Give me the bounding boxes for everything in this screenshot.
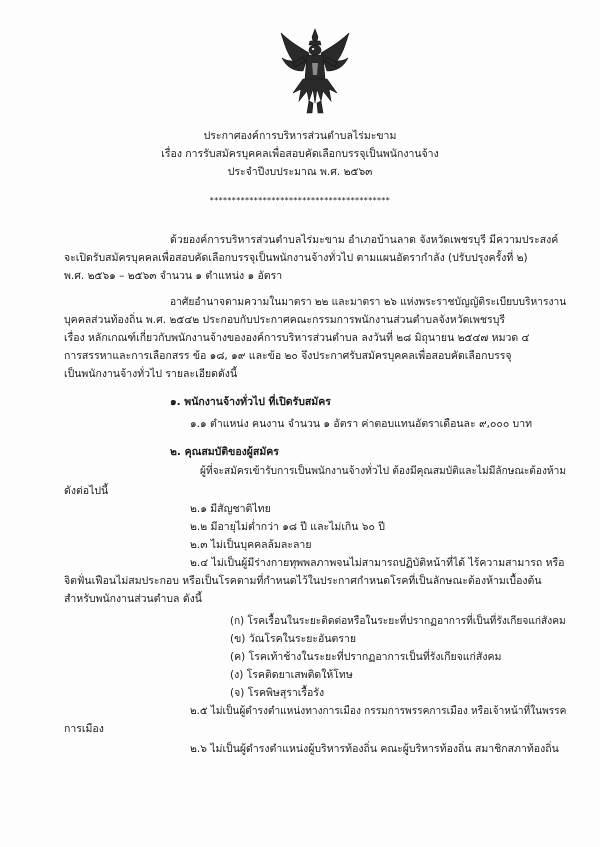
authority-line-3: เรื่อง หลักเกณฑ์เกี่ยวกับพนักงานจ้างขององค์การบริหารส่วนตำบล ลงวันที่ ๒๘ มิถุนายน ๒๕๔๗ หมวด ๔: [64, 332, 530, 344]
disease-item-a: (ก) โรคเรื้อนในระยะติดต่อหรือในระยะที่ปรากฏอาการที่เป็นที่รังเกียจแก่สังคม: [230, 615, 566, 627]
section-2-heading: ๒. คุณสมบัติของผู้สมัคร: [170, 446, 279, 458]
qualification-2-4-line-1: ๒.๔ ไม่เป็นผู้มีร่างกายทุพพลภาพจนไม่สามารถปฏิบัติหน้าที่ได้ ไร้ความสามารถ หรือ: [190, 557, 565, 569]
section-1-heading: ๑. พนักงานจ้างทั่วไป ที่เปิดรับสมัคร: [170, 396, 331, 408]
qualification-2-2: ๒.๒ มีอายุไม่ต่ำกว่า ๑๘ ปี และไม่เกิน ๖๐ ปี: [190, 521, 385, 533]
disease-item-c: (ค) โรคเท้าช้างในระยะที่ปรากฏอาการเป็นที่รังเกียจแก่สังคม: [230, 651, 502, 663]
qualification-2-4-line-3: สำหรับพนักงานส่วนตำบล ดังนี้: [64, 593, 202, 605]
authority-line-1: อาศัยอำนาจตามความในมาตรา ๒๒ และมาตรา ๒๖ แห่งพระราชบัญญัติระเบียบบริหารงาน: [170, 296, 567, 308]
qualification-2-6: ๒.๖ ไม่เป็นผู้ดำรงตำแหน่งผู้บริหารท้องถิ่น คณะผู้บริหารท้องถิ่น สมาชิกสภาท้องถิ่น: [190, 743, 559, 755]
announcement-title: ประกาศองค์การบริหารส่วนตำบลไร่มะขาม: [203, 130, 397, 142]
separator-line: *****************************************: [209, 196, 391, 205]
intro-line-3: พ.ศ. ๒๕๖๑ – ๒๕๖๓ จำนวน ๑ ตำแหน่ง ๑ อัตรา: [64, 270, 283, 282]
announcement-subject: เรื่อง การรับสมัครบุคคลเพื่อสอบคัดเลือกบรรจุเป็นพนักงานจ้าง: [161, 148, 439, 160]
qualification-2-5-line-2: การเมือง: [64, 723, 104, 735]
authority-line-4: การสรรหาและการเลือกสรร ข้อ ๑๘, ๑๙ และข้อ ๒๐ จึงประกาศรับสมัครบุคคลเพื่อสอบคัดเลือกบรรจุ: [64, 350, 512, 362]
qualification-2-4-line-2: จิตฟั่นเฟือนไม่สมประกอบ หรือเป็นโรคตามที่กำหนดไว้ในประกาศกำหนดโรคที่เป็นลักษณะต้องห้ามเบื้องต้น: [64, 575, 542, 587]
intro-line-1: ด้วยองค์การบริหารส่วนตำบลไร่มะขาม อำเภอบ้านลาด จังหวัดเพชรบุรี มีความประสงค์: [170, 234, 559, 246]
qualification-2-3: ๒.๓ ไม่เป็นบุคคลล้มละลาย: [190, 539, 312, 551]
authority-line-2: บุคคลส่วนท้องถิ่น พ.ศ. ๒๕๔๒ ประกอบกับประกาศคณะกรรมการพนักงานส่วนตำบลจังหวัดเพชรบุรี: [64, 314, 505, 326]
budget-year: ประจำปีงบประมาณ พ.ศ. ๒๕๖๓: [227, 166, 373, 178]
disease-item-d: (ง) โรคติดยาเสพติดให้โทษ: [230, 669, 353, 681]
authority-line-5: เป็นพนักงานจ้างทั่วไป รายละเอียดดังนี้: [64, 368, 238, 380]
intro-line-2: จะเปิดรับสมัครบุคคลเพื่อสอบคัดเลือกบรรจุเป็นพนักงานจ้างทั่วไป ตามแผนอัตรากำลัง (ปรับปรุงครั้งที่ ๒): [64, 252, 528, 264]
garuda-emblem-icon: [279, 27, 351, 117]
section-2-intro-line-1: ผู้ที่จะสมัครเข้ารับการเป็นพนักงานจ้างทั่วไป ต้องมีคุณสมบัติและไม่มีลักษณะต้องห้าม: [200, 465, 567, 477]
disease-item-e: (จ) โรคพิษสุราเรื้อรัง: [230, 687, 325, 699]
section-2-intro-line-2: ดังต่อไปนี้: [64, 485, 109, 497]
section-1-item: ๑.๑ ตำแหน่ง คนงาน จำนวน ๑ อัตรา ค่าตอบแทนอัตราเดือนละ ๙,๐๐๐ บาท: [190, 418, 533, 430]
qualification-2-1: ๒.๑ มีสัญชาติไทย: [190, 503, 271, 515]
qualification-2-5-line-1: ๒.๕ ไม่เป็นผู้ดำรงตำแหน่งทางการเมือง กรรมการพรรคการเมือง หรือเจ้าหน้าที่ในพรรค: [190, 705, 567, 717]
disease-item-b: (ข) วัณโรคในระยะอันตราย: [230, 633, 357, 645]
